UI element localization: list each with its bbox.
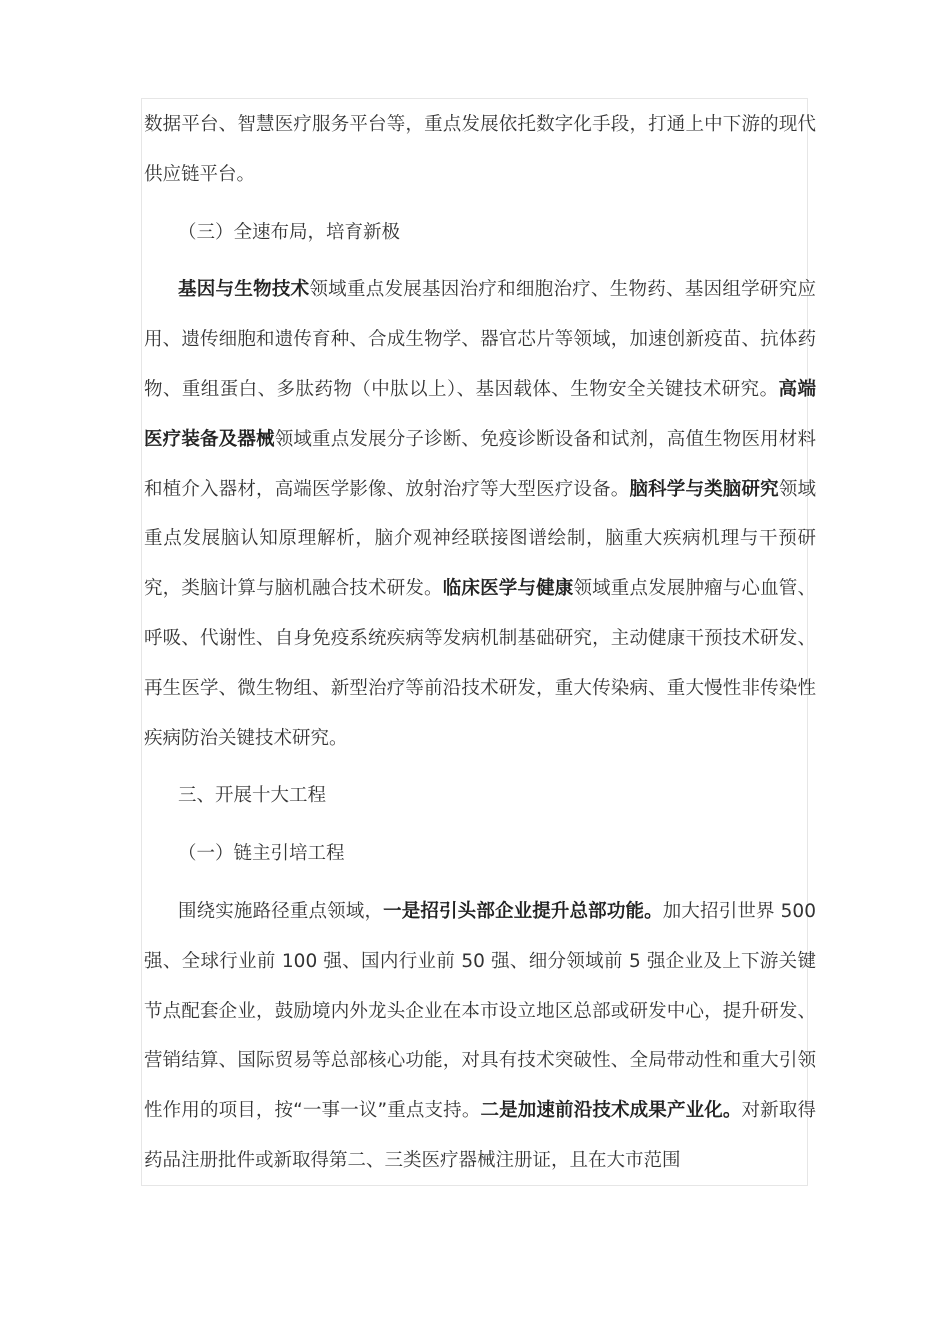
bold-term-attract-leading-firms: 一是招引头部企业提升总部功能。: [383, 900, 663, 922]
section-heading-ten-projects: [144, 771, 816, 821]
paragraph-text: 领域重点发展肿瘤与心血管、呼吸、代谢性、自身免疫系统疾病等发病机制基础研究，主动健康干预技术研发、再生医学、微生物组、新型治疗等前沿技术研发，重大传染病、重大慢性非传染性疾病防治关键技术研究。: [144, 578, 816, 749]
bold-term-clinical-medicine: 临床医学与健康: [442, 578, 574, 600]
heading-text: （三）全速布局，培育新极: [178, 221, 401, 243]
bold-term-gene-biotech: 基因与生物技术: [178, 279, 310, 301]
paragraph-text: 对新取得药品注册批件或新取得第二、三类医疗器械注册证，且在大市范围: [144, 1100, 816, 1171]
bold-term-medical-equipment: 高端医疗装备及器械: [144, 378, 816, 450]
paragraph-text: 领域重点发展分子诊断、免疫诊断设备和试剂，高值生物医用材料和植介入器材，高端医学影像、放射治疗等大型医疗设备。: [144, 428, 816, 500]
section-heading-chain-leader: [144, 829, 816, 879]
paragraph-text: 数据平台、智慧医疗服务平台等，重点发展依托数字化手段，打通上中下游的现代供应链平台。: [144, 114, 816, 185]
section-heading-new-poles: [144, 208, 816, 258]
heading-text: 三、开展十大工程: [178, 785, 327, 807]
paragraph-chain-leader-details: [144, 887, 816, 1186]
paragraph-key-fields: [144, 265, 816, 763]
bold-term-industrialize-frontier-tech: 二是加速前沿技术成果产业化。: [480, 1100, 742, 1122]
paragraph-text: 领域重点发展基因治疗和细胞治疗、生物药、基因组学研究应用、遗传细胞和遗传育种、合成生物学、器官芯片等领域，加速创新疫苗、抗体药物、重组蛋白、多肽药物（中肽以上）、基因载体、生物安全关键技术研究。: [144, 279, 816, 400]
bold-term-brain-science: 脑科学与类脑研究: [629, 478, 779, 500]
heading-text: （一）链主引培工程: [178, 843, 345, 865]
paragraph-supply-chain-platform: [144, 100, 816, 200]
paragraph-text: 加大招引世界 500 强、全球行业前 100 强、国内行业前 50 强、细分领域前 5 强企业及上下游关键节点配套企业，鼓励境内外龙头企业在本市设立地区总部或研发中心，提升研发、营销结算、国际贸易等总部核心功能，对具有技术突破性、全局带动性和重大引领性作用的项目，按“一事一议”重点支持。: [144, 900, 816, 1122]
document-body: [144, 100, 816, 1194]
paragraph-text: 领域重点发展脑认知原理解析，脑介观神经联接图谱绘制，脑重大疾病机理与干预研究，类脑计算与脑机融合技术研发。: [144, 478, 816, 600]
paragraph-text: 围绕实施路径重点领域，: [178, 900, 384, 922]
